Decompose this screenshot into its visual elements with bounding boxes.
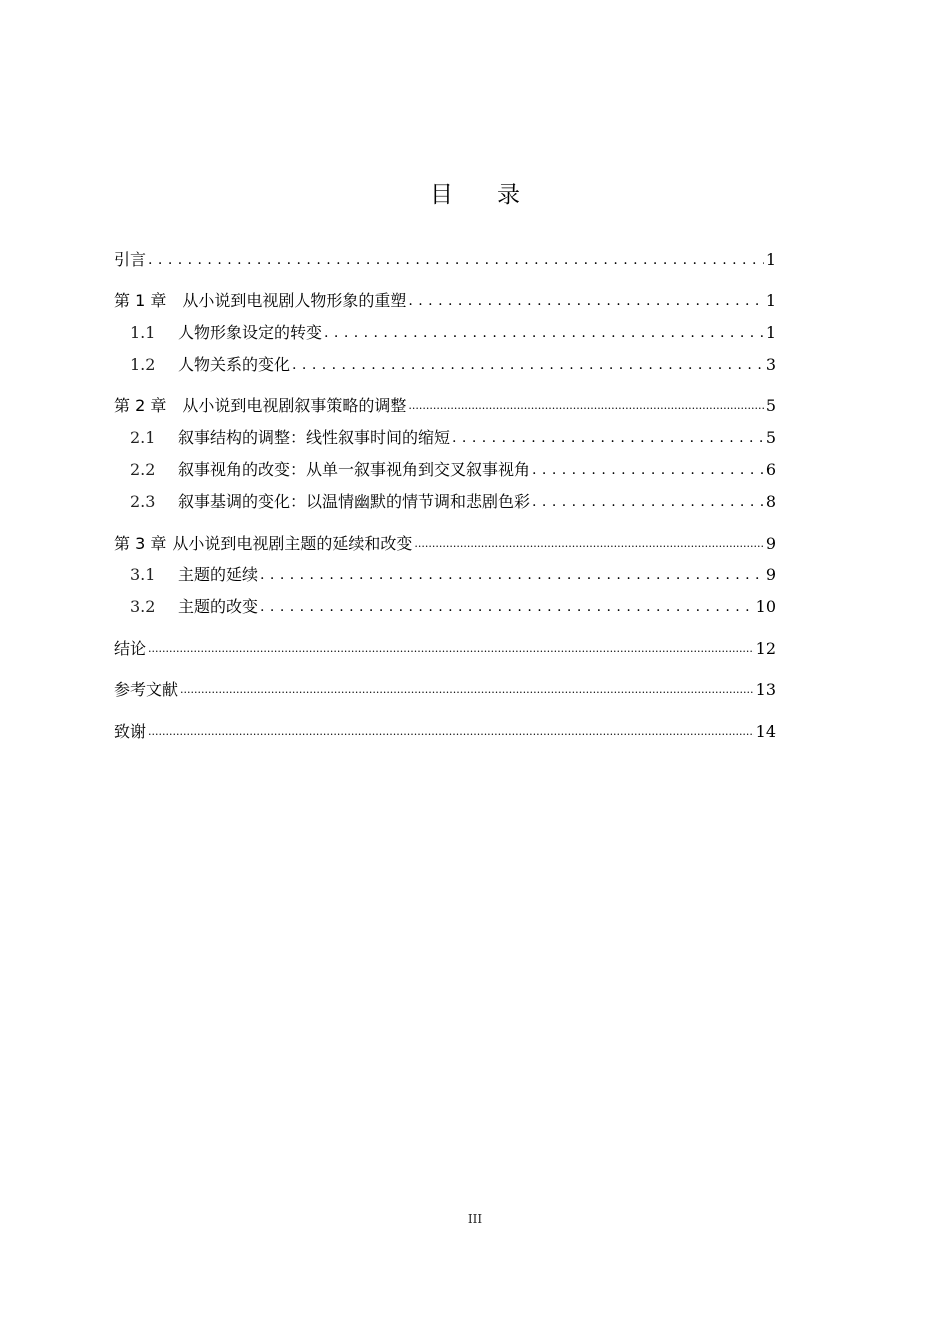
toc-entry-section-3-2[interactable] bbox=[114, 595, 776, 619]
toc-entry-label: 从小说到电视剧叙事策略的调整 bbox=[182, 396, 407, 415]
toc-entry-label: 主题的延续 bbox=[178, 565, 259, 584]
toc-entry-page: 14 bbox=[755, 722, 776, 741]
toc-entry-label: 叙事视角的改变：从单一叙事视角到交叉叙事视角 bbox=[178, 460, 531, 479]
dot-leader bbox=[260, 563, 764, 587]
dot-leader bbox=[148, 720, 754, 744]
toc-entry-section-1-2[interactable] bbox=[114, 353, 776, 377]
toc-title-char-2: 录 bbox=[497, 182, 520, 208]
toc-entry-label: 叙事结构的调整：线性叙事时间的缩短 bbox=[178, 428, 451, 447]
dot-leader bbox=[180, 678, 754, 702]
toc-entry-label: 从小说到电视剧人物形象的重塑 bbox=[182, 291, 407, 310]
toc-entry-acknowledgements[interactable] bbox=[114, 720, 776, 744]
toc-entry-page: 5 bbox=[765, 428, 776, 447]
toc-entry-section-2-3[interactable] bbox=[114, 490, 776, 514]
toc-entry-label: 叙事基调的变化：以温情幽默的情节调和悲剧色彩 bbox=[178, 492, 531, 511]
dot-leader bbox=[408, 289, 763, 313]
toc-entry-section-2-1[interactable] bbox=[114, 426, 776, 450]
dot-leader bbox=[148, 248, 764, 272]
toc-entry-chapter-1[interactable] bbox=[114, 289, 776, 313]
toc-entry-section-1-1[interactable] bbox=[114, 321, 776, 345]
toc-entry-chapter-3[interactable] bbox=[114, 532, 776, 556]
section-number: 3.1 bbox=[130, 565, 156, 584]
toc-entry-page: 13 bbox=[755, 680, 776, 699]
toc-entry-page: 10 bbox=[755, 597, 776, 616]
toc-entry-references[interactable] bbox=[114, 678, 776, 702]
toc-entry-section-3-1[interactable] bbox=[114, 563, 776, 587]
toc-entry-label: 人物关系的变化 bbox=[178, 355, 291, 374]
dot-leader bbox=[532, 458, 764, 482]
toc-entry-page: 1 bbox=[765, 323, 776, 342]
toc-entry-label: 致谢 bbox=[114, 722, 147, 741]
section-number: 2.2 bbox=[130, 460, 156, 479]
toc-entry-page: 1 bbox=[765, 250, 776, 269]
toc-entry-label: 从小说到电视剧主题的延续和改变 bbox=[172, 534, 413, 553]
toc-entry-chapter-2[interactable] bbox=[114, 394, 776, 418]
page-number-footer: III bbox=[467, 1212, 483, 1226]
dot-leader bbox=[452, 426, 764, 450]
toc-entry-page: 8 bbox=[765, 492, 776, 511]
toc-entry-conclusion[interactable] bbox=[114, 637, 776, 661]
dot-leader bbox=[414, 532, 763, 556]
chapter-number: 第 2 章 bbox=[114, 396, 167, 415]
toc-title-char-1: 目 bbox=[430, 182, 453, 208]
section-number: 1.1 bbox=[130, 323, 156, 342]
section-number: 2.1 bbox=[130, 428, 156, 447]
chapter-number: 第 3 章 bbox=[114, 534, 167, 553]
section-number: 2.3 bbox=[130, 492, 156, 511]
toc-entry-page: 1 bbox=[765, 291, 776, 310]
toc-entry-label: 主题的改变 bbox=[178, 597, 259, 616]
toc-entry-section-2-2[interactable] bbox=[114, 458, 776, 482]
toc-entry-label: 引言 bbox=[114, 250, 147, 269]
toc-entry-label: 参考文献 bbox=[114, 680, 179, 699]
chapter-number: 第 1 章 bbox=[114, 291, 167, 310]
dot-leader bbox=[324, 321, 764, 345]
dot-leader bbox=[292, 353, 764, 377]
toc-entry-introduction[interactable] bbox=[114, 248, 776, 272]
toc-entry-page: 9 bbox=[765, 565, 776, 584]
dot-leader bbox=[148, 637, 754, 661]
toc-entry-page: 3 bbox=[765, 355, 776, 374]
toc-entry-page: 6 bbox=[765, 460, 776, 479]
dot-leader bbox=[532, 490, 764, 514]
toc-entry-label: 结论 bbox=[114, 639, 147, 658]
toc-entry-page: 9 bbox=[765, 534, 776, 553]
dot-leader bbox=[260, 595, 754, 619]
section-number: 1.2 bbox=[130, 355, 156, 374]
section-number: 3.2 bbox=[130, 597, 156, 616]
toc-entry-page: 5 bbox=[765, 396, 776, 415]
toc-title bbox=[0, 176, 950, 209]
toc-entry-page: 12 bbox=[755, 639, 776, 658]
dot-leader bbox=[408, 394, 763, 418]
toc-entry-label: 人物形象设定的转变 bbox=[178, 323, 323, 342]
